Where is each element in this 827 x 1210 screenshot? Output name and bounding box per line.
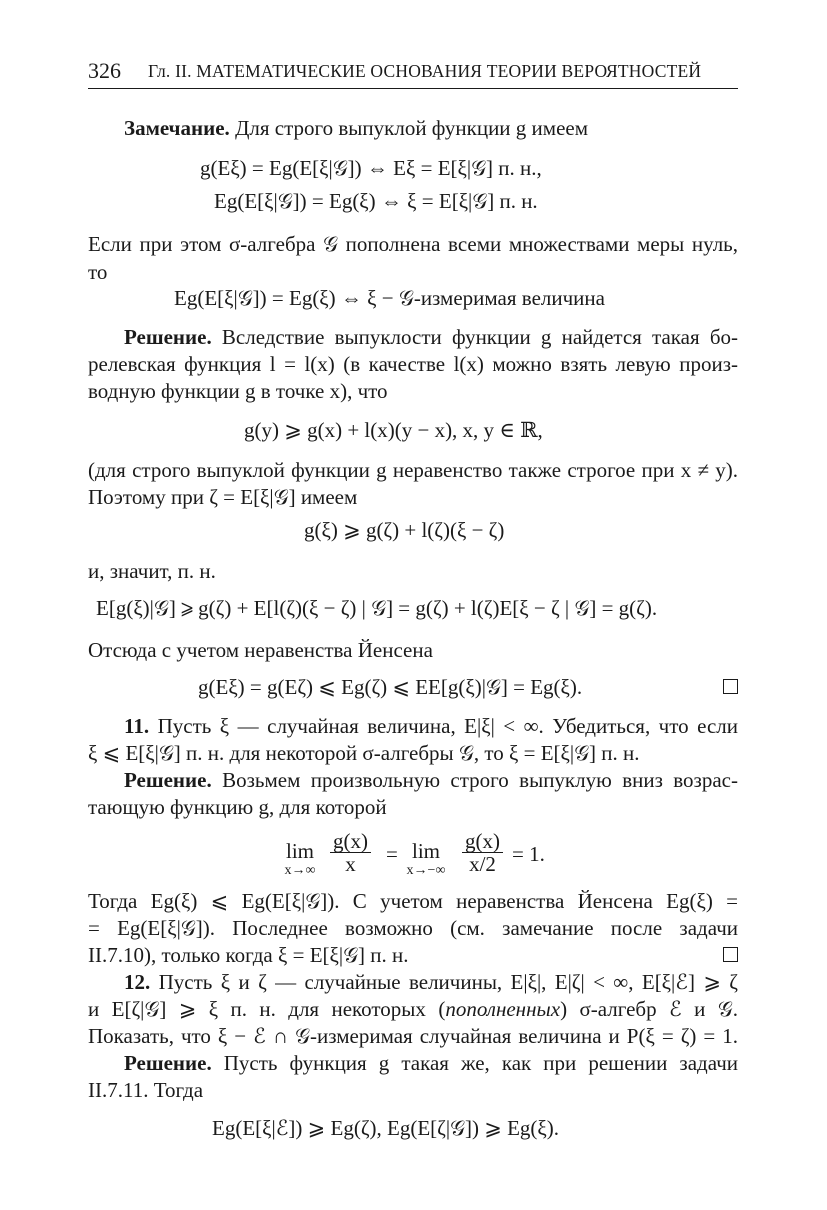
- solution1-line-4: (для строго выпуклой функции g неравенство также строгое при x ≠ y).: [88, 458, 738, 482]
- formula-tail: = 1.: [512, 842, 545, 866]
- solution1-line-2: релевская функция l = l(x) (в качестве l(x) можно взять левую произ-: [88, 352, 738, 376]
- remark-text: Для строго выпуклой функции g имеем: [229, 116, 589, 140]
- lim-2-word: lim: [411, 839, 440, 863]
- problem12-eq-1: Eg(E[ξ|ℰ]) ⩾ Eg(ζ), Eg(E[ζ|𝒢]) ⩾ Eg(ξ).: [212, 1116, 560, 1140]
- solution1-heading: Решение.: [124, 325, 212, 349]
- qed-square-icon: [723, 679, 738, 694]
- remark-heading: Замечание.: [124, 116, 230, 140]
- remark-cont-1: Если при этом σ-алгебра 𝒢 пополнена всеми множествами меры нуль,: [88, 232, 738, 256]
- fraction-1-denominator: x: [345, 852, 356, 876]
- problem12-solution-line-2: II.7.11. Тогда: [88, 1078, 204, 1102]
- problem12-line-2: [88, 995, 738, 1023]
- solution1-line-1: [124, 323, 738, 351]
- problem12-text-2a: и E[ζ|𝒢] ⩾ ξ п. н. для некоторых (: [88, 997, 446, 1021]
- problem12-solution-heading: Решение.: [124, 1051, 212, 1075]
- problem11-solution-line-3: Тогда Eg(ξ) ⩽ Eg(E[ξ|𝒢]). С учетом неравенства Йенсена Eg(ξ) =: [88, 889, 738, 913]
- solution1-line-7: Отсюда с учетом неравенства Йенсена: [88, 638, 433, 662]
- remark-eq-1: g(Eξ) = Eg(E[ξ|𝒢]) ⇔ Eξ = E[ξ|𝒢] п. н.,: [200, 156, 542, 180]
- problem12-emphasis: пополненных: [445, 997, 561, 1021]
- problem12-text-2b: ) σ-алгебр ℰ и 𝒢.: [560, 997, 738, 1021]
- problem11-solution-line-4: = Eg(E[ξ|𝒢]). Последнее возможно (см. замечание после задачи: [88, 916, 738, 940]
- remark-eq-3: Eg(E[ξ|𝒢]) = Eg(ξ) ⇔ ξ − 𝒢-измеримая величина: [174, 286, 605, 310]
- page-number: 326: [88, 58, 121, 83]
- fraction-2-denominator: x/2: [469, 852, 496, 876]
- fraction-2-numerator: g(x): [462, 830, 503, 853]
- problem11-solution-heading: Решение.: [124, 768, 212, 792]
- solution1-eq-3: E[g(ξ)|𝒢] ⩾ g(ζ) + E[l(ζ)(ξ − ζ) | 𝒢] = g(ζ) + l(ζ)E[ξ − ζ | 𝒢] = g(ζ).: [96, 596, 658, 620]
- remark-cont-2: то: [88, 260, 108, 284]
- problem11-line-2: ξ ⩽ E[ξ|𝒢] п. н. для некоторой σ-алгебры 𝒢, то ξ = E[ξ|𝒢] п. н.: [88, 741, 640, 765]
- lim-1-sub: x→∞: [284, 863, 316, 878]
- fraction-1-numerator: g(x): [330, 830, 371, 853]
- problem11-line-1: [124, 712, 738, 740]
- fraction-1: [330, 830, 371, 875]
- remark-eq-2: Eg(E[ξ|𝒢]) = Eg(ξ) ⇔ ξ = E[ξ|𝒢] п. н.: [214, 189, 538, 213]
- solution1-eq-4: g(Eξ) = g(Eζ) ⩽ Eg(ζ) ⩽ EE[g(ξ)|𝒢] = Eg(ξ).: [198, 675, 583, 699]
- qed-square-icon: [723, 947, 738, 962]
- running-title: Гл. II. МАТЕМАТИЧЕСКИЕ ОСНОВАНИЯ ТЕОРИИ ВЕРОЯТНОСТЕЙ: [148, 61, 702, 81]
- solution1-line-3: водную функции g в точке x), что: [88, 379, 388, 403]
- problem11-solution-line-1: [124, 766, 738, 794]
- solution1-eq-1: g(y) ⩾ g(x) + l(x)(y − x), x, y ∈ ℝ,: [244, 418, 543, 442]
- problem12-line-3: Показать, что ξ − ℰ ∩ 𝒢-измеримая случайная величина и P(ξ = ζ) = 1.: [88, 1024, 738, 1048]
- problem11-solution-text-1: Возьмем произвольную строго выпуклую вниз возрас-: [211, 768, 738, 792]
- solution1-eq-2: g(ξ) ⩾ g(ζ) + l(ζ)(ξ − ζ): [304, 518, 505, 542]
- problem12-line-1: [124, 968, 738, 996]
- lim-2-sub: x→−∞: [406, 863, 446, 878]
- problem11-solution-line-5: II.7.10), только когда ξ = E[ξ|𝒢] п. н.: [88, 943, 409, 967]
- lim-1-word: lim: [285, 839, 314, 863]
- problem11-text-1: Пусть ξ — случайная величина, E|ξ| < ∞. Убедиться, что если: [149, 714, 738, 738]
- limit-formula: [276, 826, 576, 886]
- lim-1: [276, 839, 324, 879]
- solution1-text-1: Вследствие выпуклости функции g найдется такая бо-: [211, 325, 738, 349]
- problem12-solution-line-1: [124, 1049, 738, 1077]
- solution1-line-6: и, значит, п. н.: [88, 559, 216, 583]
- solution1-line-5: Поэтому при ζ = E[ξ|𝒢] имеем: [88, 485, 358, 509]
- page-header: [88, 58, 738, 89]
- fraction-2: [462, 830, 503, 875]
- lim-2: [396, 839, 456, 879]
- problem11-solution-line-2: тающую функцию g, для которой: [88, 795, 387, 819]
- problem12-text-1: Пусть ξ и ζ — случайные величины, E|ξ|, E|ζ| < ∞, E[ξ|ℰ] ⩾ ζ: [150, 970, 738, 994]
- equals-sign: =: [386, 842, 398, 866]
- remark-intro: [124, 114, 738, 142]
- problem12-number: 12.: [124, 970, 151, 994]
- problem12-solution-text-1: Пусть функция g такая же, как при решении задачи: [211, 1051, 738, 1075]
- problem11-number: 11.: [124, 714, 150, 738]
